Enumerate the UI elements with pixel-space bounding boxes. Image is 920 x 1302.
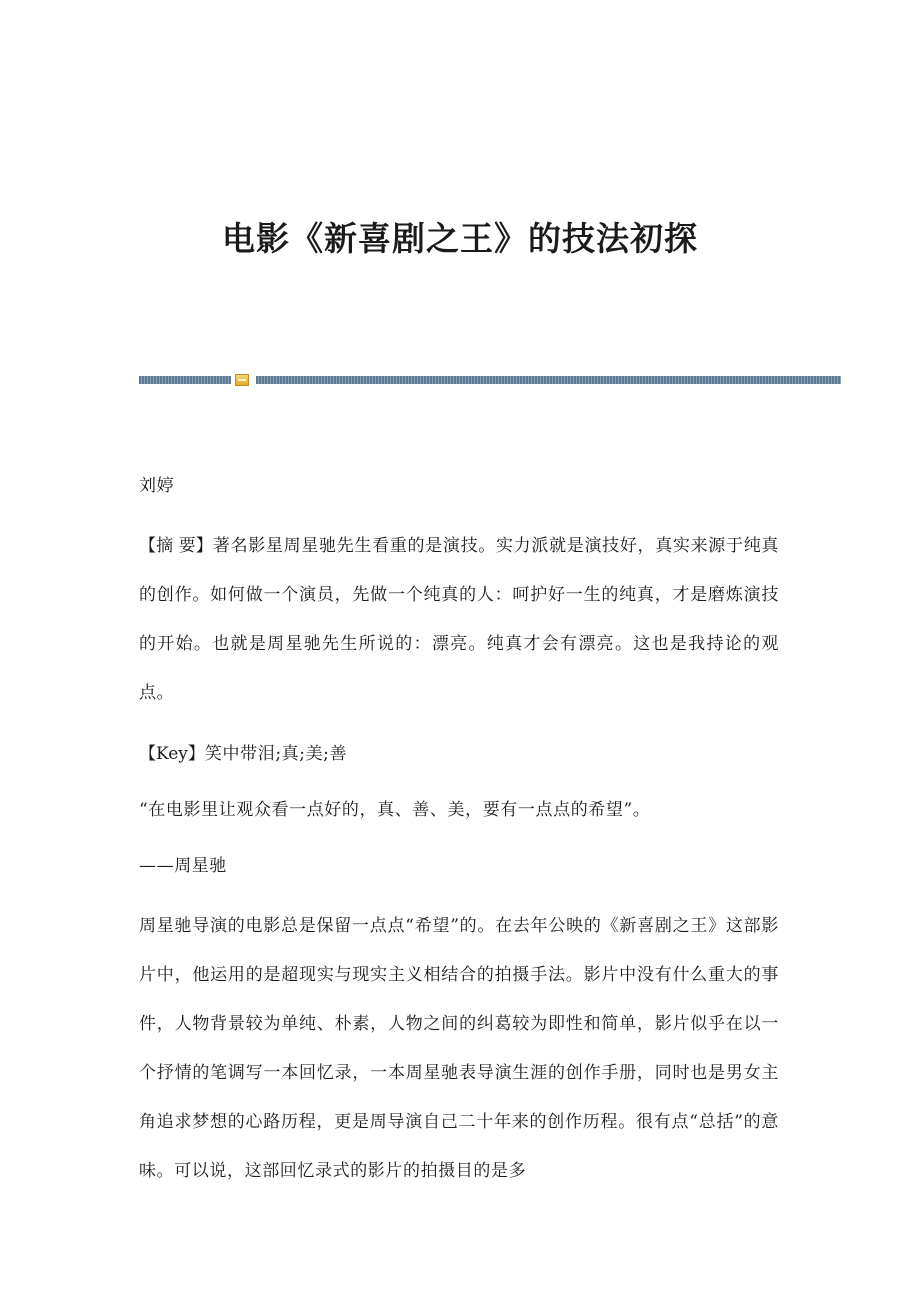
keywords-paragraph <box>139 734 779 774</box>
epigraph-attribution: ——周星驰 <box>139 856 227 876</box>
abstract-label: 【摘 要】 <box>139 536 213 556</box>
body-paragraph: 周星驰导演的电影总是保留一点点“希望”的。在去年公映的《新喜剧之王》这部影片中，他运用的是超现实与现实主义相结合的拍摄手法。影片中没有什么重大的事件，人物背景较为单纯、朴素，人物之间的纠葛较为即性和简单，影片似乎在以一个抒情的笔调写一本回忆录，一本周星驰表导演生涯的创作手册，同时也是男女主角追求梦想的心路历程，更是周导演自己二十年来的创作历程。很有点“总括”的意味。可以说，这部回忆录式的影片的拍摄目的是多 <box>139 916 779 1181</box>
keywords-label: 【Key】 <box>139 744 205 764</box>
abstract-paragraph <box>139 522 779 718</box>
title-divider <box>139 374 841 386</box>
keywords-text: 笑中带泪;真;美;善 <box>204 744 348 764</box>
author-name: 刘婷 <box>139 476 175 496</box>
divider-ornament-icon <box>235 374 249 386</box>
document-body <box>139 466 779 1212</box>
abstract-text: 著名影星周星驰先生看重的是演技。实力派就是演技好，真实来源于纯真的创作。如何做一个演员，先做一个纯真的人：呵护好一生的纯真，才是磨炼演技的开始。也就是周星驰先生所说的：漂亮。纯真才会有漂亮。这也是我持论的观点。 <box>139 536 779 703</box>
document-title: 电影《新喜剧之王》的技法初探 <box>222 219 698 258</box>
epigraph-quote: “在电影里让观众看一点好的，真、善、美，要有一点点的希望”。 <box>139 800 651 820</box>
divider-bar-right <box>256 376 841 384</box>
divider-bar-left <box>139 376 231 384</box>
